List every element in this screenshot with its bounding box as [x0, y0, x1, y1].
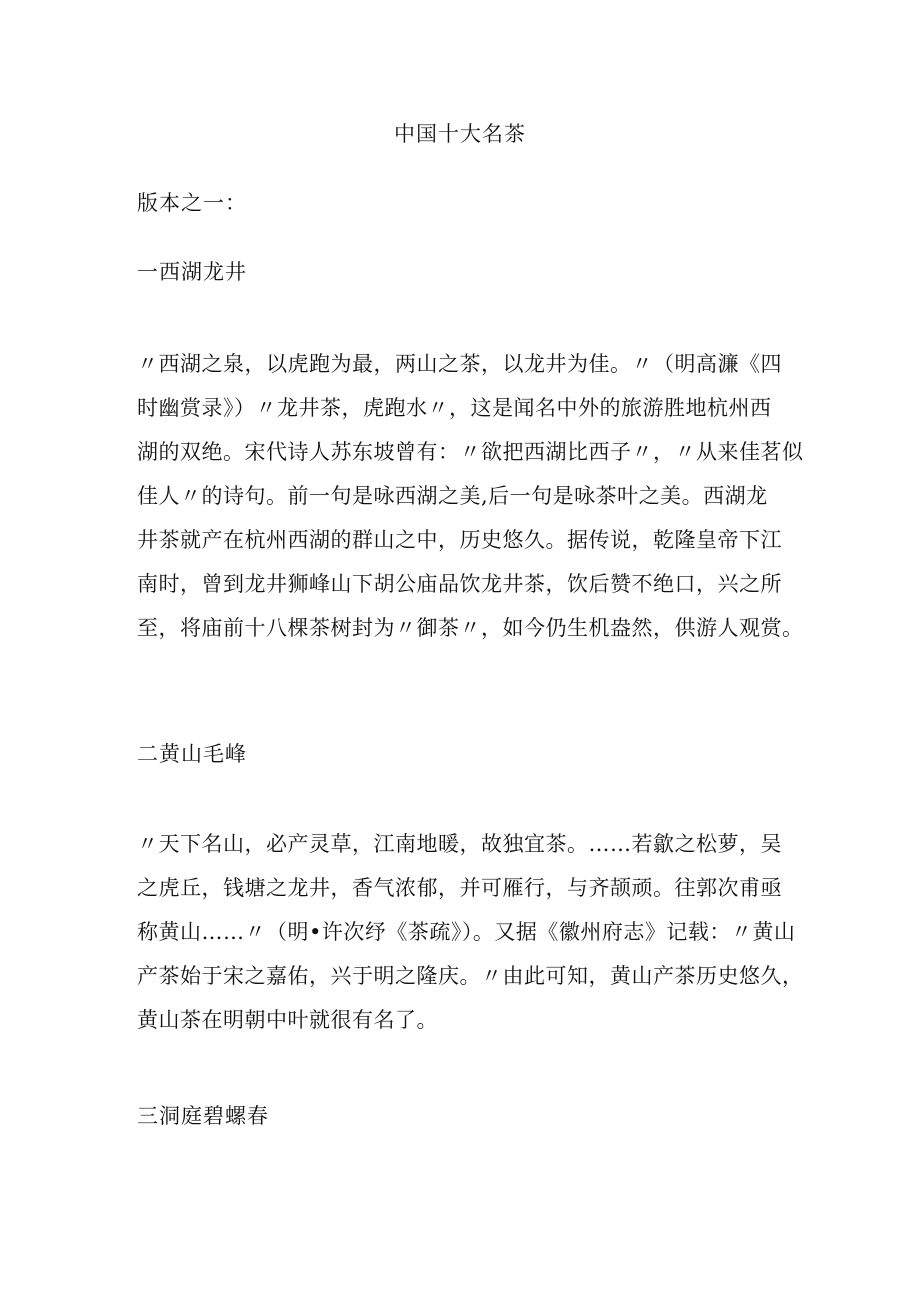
paragraph-line: 〃天下名山，必产灵草，江南地暖，故独宜茶。……若歙之松萝，吴	[137, 832, 782, 856]
paragraph-line: 之虎丘，钱塘之龙井，香气浓郁，并可雁行，与齐颉顽。往郭次甫亟	[137, 876, 782, 900]
paragraph-line: 湖的双绝。宋代诗人苏东坡曾有：〃欲把西湖比西子〃，〃从来佳茗似	[137, 440, 804, 464]
section-heading-3: 三洞庭碧螺春	[137, 1104, 269, 1128]
paragraph-line: 称黄山……〃（明•许次纾《茶疏》）。又据《徽州府志》记载：〃黄山	[137, 920, 796, 944]
version-label: 版本之一：	[137, 191, 247, 215]
paragraph-line: 至，将庙前十八棵茶树封为〃御茶〃，如今仍生机盎然，供游人观赏。	[137, 616, 804, 640]
paragraph-line: 南时，曾到龙井狮峰山下胡公庙品饮龙井茶，饮后赞不绝口，兴之所	[137, 572, 782, 596]
paragraph-line: 井茶就产在杭州西湖的群山之中，历史悠久。据传说，乾隆皇帝下江	[137, 528, 782, 552]
section-paragraph-1	[137, 342, 804, 650]
document-title: 中国十大名茶	[394, 122, 526, 146]
paragraph-line: 产茶始于宋之嘉佑，兴于明之隆庆。〃由此可知，黄山产茶历史悠久，	[137, 964, 804, 988]
paragraph-line: 〃西湖之泉，以虎跑为最，两山之茶，以龙井为佳。〃（明高濂《四	[137, 352, 782, 376]
section-paragraph-2	[137, 822, 804, 1042]
section-heading-2: 二黄山毛峰	[137, 742, 247, 766]
paragraph-line: 黄山茶在明朝中叶就很有名了。	[137, 1008, 438, 1032]
paragraph-line: 佳人〃的诗句。前一句是咏西湖之美,后一句是咏茶叶之美。西湖龙	[137, 484, 768, 508]
paragraph-line: 时幽赏录》）〃龙井茶，虎跑水〃，这是闻名中外的旅游胜地杭州西	[137, 396, 772, 420]
section-heading-1: 一西湖龙井	[137, 260, 247, 284]
